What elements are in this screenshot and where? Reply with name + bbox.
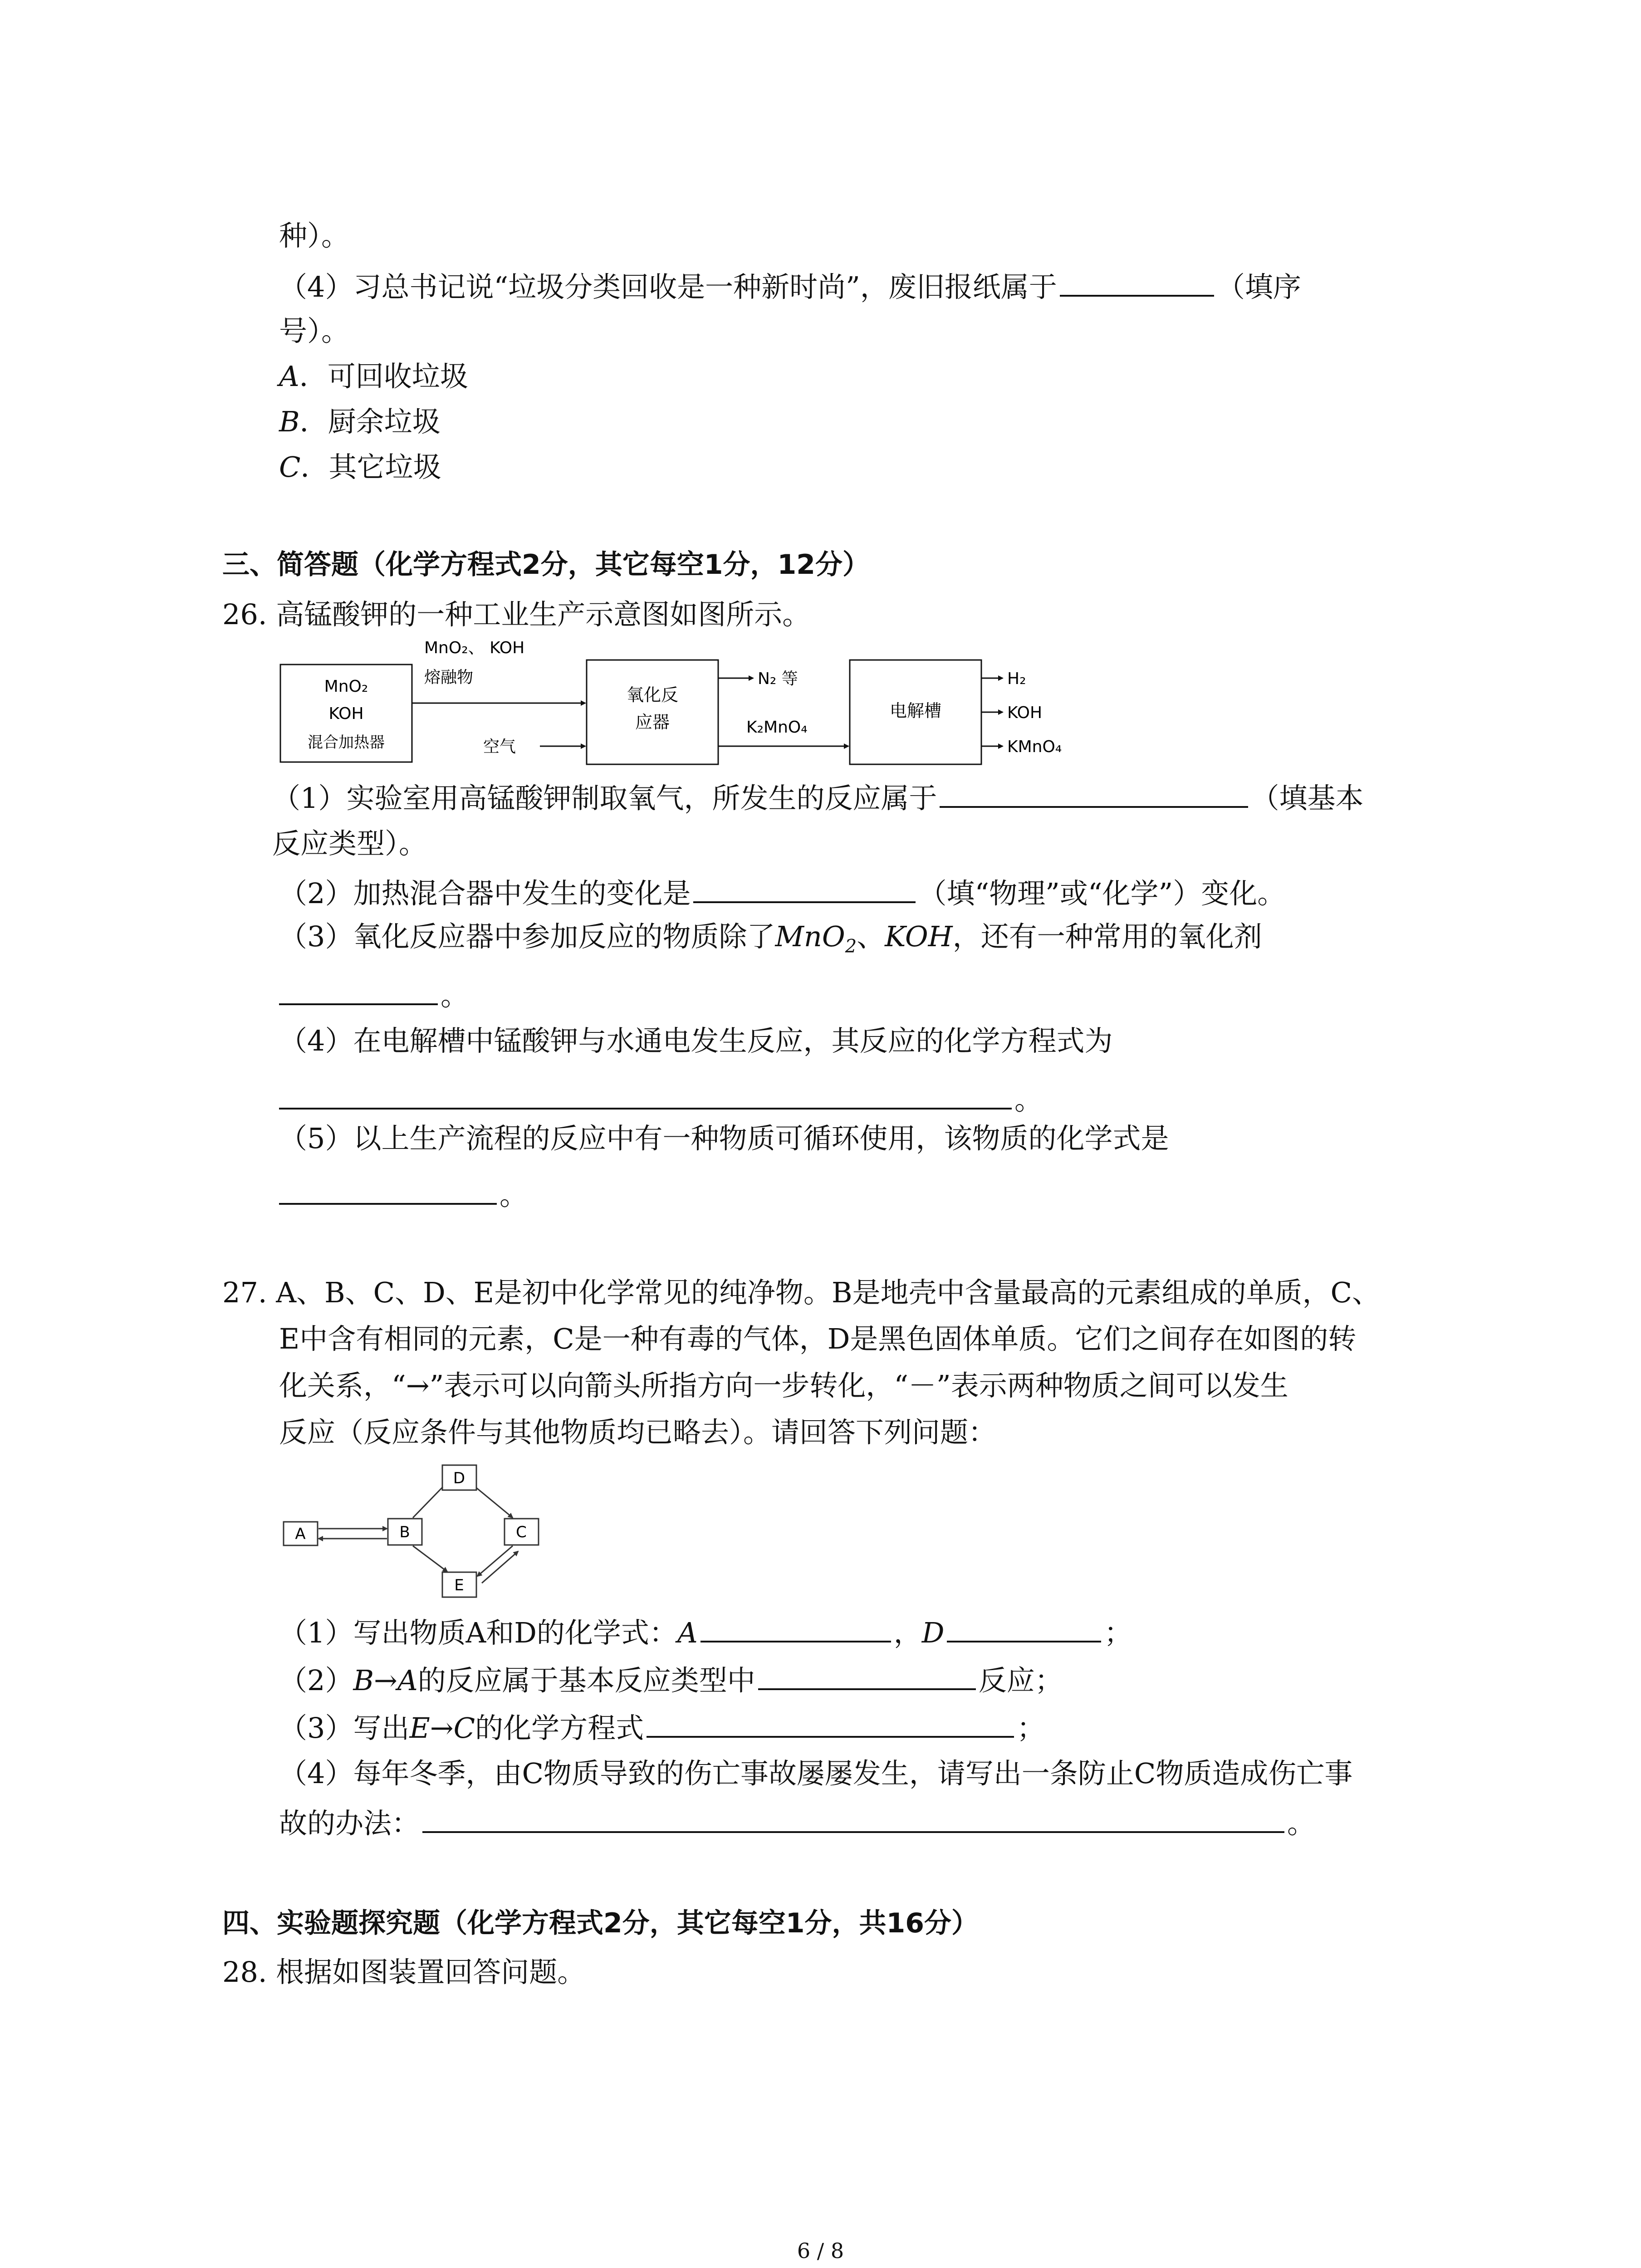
q26-part4-blank[interactable] — [279, 1080, 1012, 1110]
arrow-b-to-e — [413, 1546, 447, 1572]
q27-part1-a-blank[interactable] — [700, 1613, 891, 1642]
option-text: ．厨余垃圾 — [299, 405, 441, 438]
q25-part4-text: （4）习总书记说“垃圾分类回收是一种新时尚”，废旧报纸属于 — [279, 270, 1057, 303]
q27-part1-mid: ， — [893, 1616, 922, 1649]
q27-part4-text: 故的办法： — [279, 1807, 420, 1840]
output-h2: H₂ — [1007, 670, 1026, 688]
q27-part2 — [279, 1660, 1063, 1699]
q27-stem-line-4: 反应（反应条件与其他物质均已略去）。请回答下列问题： — [279, 1416, 997, 1449]
q27-part1-text: （1）写出物质A和D的化学式： — [279, 1616, 677, 1649]
arrow1-label-2: 熔融物 — [424, 668, 474, 687]
q27-part1-a: A — [677, 1616, 698, 1649]
q26-part2-tail: （填“物理”或“化学”）变化。 — [918, 877, 1286, 910]
q27-part2-expr: B→A — [353, 1664, 418, 1697]
q26-stem: 26. 高锰酸钾的一种工业生产示意图如图所示。 — [222, 598, 811, 631]
node-d-label: D — [453, 1469, 465, 1487]
option-letter: B — [279, 405, 300, 438]
q26-part5: （5）以上生产流程的反应中有一种物质可循环使用，该物质的化学式是 — [279, 1122, 1169, 1155]
q26-part1-cont: 反应类型）。 — [272, 827, 427, 860]
box3-label: 电解槽 — [889, 701, 942, 721]
q27-part1-end: ； — [1104, 1616, 1132, 1649]
q26-part1 — [272, 778, 1363, 816]
q25-option-a — [279, 358, 468, 395]
q25-part4-tail: （填序 — [1216, 270, 1301, 303]
q26-part1-blank[interactable] — [940, 778, 1248, 808]
q27-part3 — [279, 1708, 1045, 1746]
arrow-d-to-c — [476, 1488, 513, 1518]
q25-part4-blank[interactable] — [1060, 267, 1214, 297]
q26-part2-text: （2）加热混合器中发生的变化是 — [279, 877, 691, 910]
q27-part1-d: D — [921, 1616, 945, 1649]
box1-line-1: MnO₂ — [324, 677, 368, 696]
option-letter: C — [279, 450, 301, 484]
q26-part5-end: 。 — [500, 1178, 528, 1212]
formula-mno2: MnO — [775, 920, 845, 953]
box2-line-2: 应器 — [635, 712, 670, 732]
arrow1-label-1: MnO₂、 KOH — [424, 639, 525, 657]
option-letter: A — [279, 360, 299, 393]
q25-part4 — [279, 267, 1301, 305]
q26-part3-text: （3）氧化反应器中参加反应的物质除了 — [279, 920, 775, 953]
q27-part2-blank[interactable] — [758, 1660, 976, 1690]
q26-part3 — [279, 919, 1262, 964]
option-text: ．其它垃圾 — [300, 450, 441, 484]
section3-title: 三、简答题（化学方程式2分，其它每空1分，12分） — [222, 549, 870, 581]
link-b-d — [413, 1487, 443, 1518]
q27-stem-line-2: E中含有相同的元素，C是一种有毒的气体，D是黑色固体单质。它们之间存在如图的转 — [279, 1322, 1357, 1355]
q25-option-c — [279, 449, 441, 485]
q26-part2-blank[interactable] — [693, 873, 916, 903]
box2-line-1: 氧化反 — [626, 685, 679, 705]
q26-part3-end: 。 — [441, 979, 469, 1012]
air-label: 空气 — [483, 738, 516, 756]
option-text: ．可回收垃圾 — [299, 360, 468, 393]
q26-part4: （4）在电解槽中锰酸钾与水通电发生反应，其反应的化学方程式为 — [279, 1024, 1113, 1057]
box1-line-3: 混合加热器 — [308, 733, 385, 752]
n2-label: N₂ 等 — [758, 670, 798, 688]
q25-option-b — [279, 404, 441, 440]
k2mno4-label: K₂MnO₄ — [746, 718, 808, 737]
q27-part4-line-2 — [279, 1803, 1315, 1842]
box1-line-2: KOH — [328, 704, 364, 723]
q27-stem-line-3: 化关系，“→”表示可以向箭头所指方向一步转化，“－”表示两种物质之间可以发生 — [279, 1369, 1288, 1402]
q27-part1 — [279, 1613, 1132, 1651]
q26-part3-answer — [279, 975, 469, 1014]
q25-continuation: 种）。 — [279, 219, 350, 252]
q27-stem-line-1: 27. A、B、C、D、E是初中化学常见的纯净物。B是地壳中含量最高的元素组成的单质，C、 — [222, 1276, 1381, 1309]
section4-title: 四、实验题探究题（化学方程式2分，其它每空1分，共16分） — [222, 1907, 979, 1939]
q27-part1-d-blank[interactable] — [947, 1613, 1101, 1642]
q27-part3-text: 的化学方程式 — [475, 1711, 644, 1745]
q27-part3-blank[interactable] — [647, 1708, 1014, 1738]
q26-part2 — [279, 873, 1285, 912]
formula-koh: KOH — [885, 920, 953, 953]
q26-part4-answer — [279, 1080, 1043, 1118]
q27-part2-text: 的反应属于基本反应类型中 — [417, 1664, 755, 1697]
q25-part4-cont: 号）。 — [279, 314, 350, 347]
q27-relation-diagram — [277, 1452, 558, 1606]
q27-part2-prefix: （2） — [279, 1664, 353, 1697]
node-a-label: A — [295, 1525, 306, 1543]
q27-part4-blank[interactable] — [422, 1803, 1284, 1833]
q26-flow-diagram — [272, 635, 1180, 771]
q27-part3-expr: E→C — [409, 1711, 475, 1745]
separator: 、 — [857, 920, 885, 953]
q27-part4-end: 。 — [1287, 1807, 1316, 1840]
q26-part1-tail: （填基本 — [1251, 782, 1364, 815]
q26-part5-blank[interactable] — [279, 1175, 497, 1205]
q26-part1-text: （1）实验室用高锰酸钾制取氧气，所发生的反应属于 — [272, 782, 937, 815]
node-c-label: C — [516, 1523, 527, 1541]
q27-part4-line-1: （4）每年冬季，由C物质导致的伤亡事故屡屡发生，请写出一条防止C物质造成伤亡事 — [279, 1757, 1353, 1790]
q27-part3-prefix: （3）写出 — [279, 1711, 410, 1745]
q27-part2-tail: 反应； — [978, 1664, 1063, 1697]
node-e-label: E — [454, 1576, 464, 1594]
output-kmno4: KMnO₄ — [1007, 738, 1062, 756]
q26-part3-blank[interactable] — [279, 975, 438, 1005]
output-koh: KOH — [1007, 704, 1043, 722]
formula-sub: 2 — [845, 936, 857, 957]
q26-part4-end: 。 — [1014, 1083, 1043, 1116]
page-number: 6 / 8 — [797, 2239, 844, 2263]
q28-stem: 28. 根据如图装置回答问题。 — [222, 1955, 586, 1989]
q27-part3-end: ； — [1017, 1711, 1045, 1745]
node-b-label: B — [399, 1523, 410, 1541]
q26-part5-answer — [279, 1175, 528, 1213]
q26-part3-tail: ，还有一种常用的氧化剂 — [952, 920, 1262, 953]
